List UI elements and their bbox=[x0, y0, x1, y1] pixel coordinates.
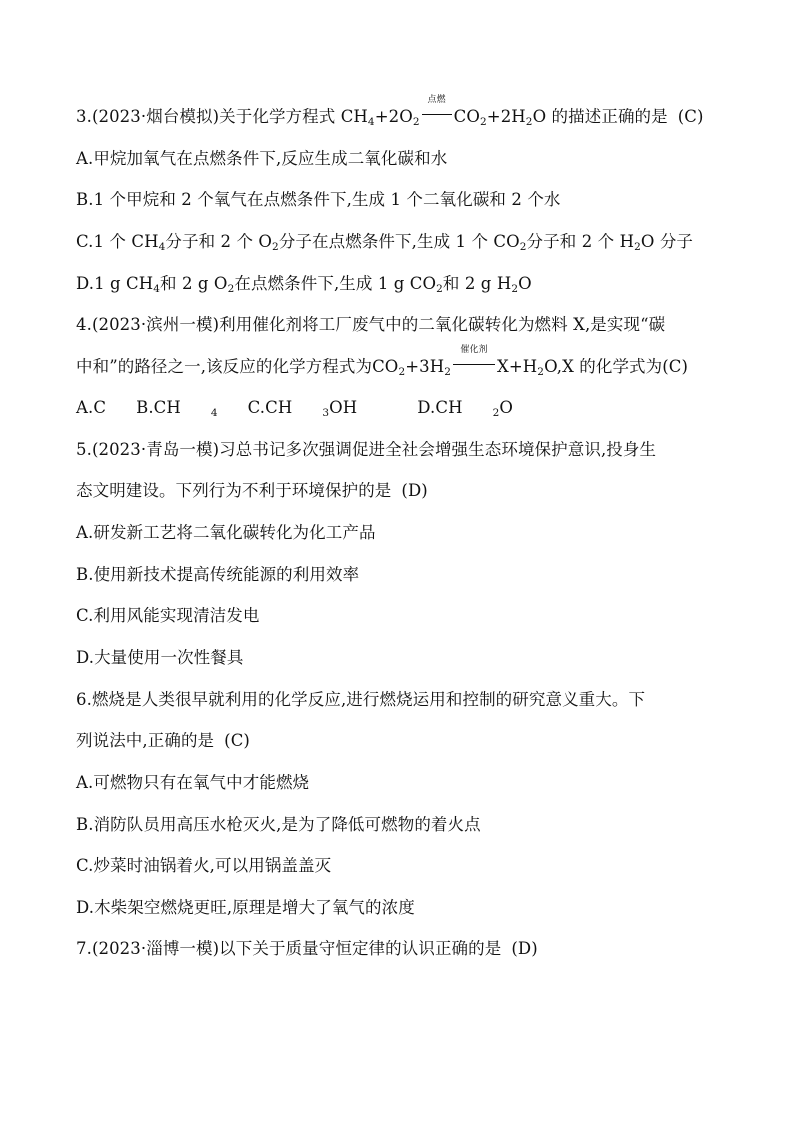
reaction-condition-arrow bbox=[451, 345, 497, 371]
q3-option-c bbox=[76, 231, 734, 253]
q6-stem-line-2 bbox=[76, 730, 734, 752]
subscript: 2 bbox=[412, 116, 420, 128]
subscript: 2 bbox=[634, 241, 641, 253]
q4-option-c bbox=[248, 397, 388, 419]
option-text: 和 2 g O bbox=[160, 274, 228, 293]
subscript: 4 bbox=[210, 407, 218, 419]
subscript: 2 bbox=[511, 283, 519, 295]
subscript: 2 bbox=[272, 241, 279, 253]
q4-stem-line-2 bbox=[76, 345, 734, 378]
subscript: 2 bbox=[492, 407, 500, 419]
q4-text: +3H bbox=[405, 357, 445, 376]
q7-text: 7.(2023·淄博一模)以下关于质量守恒定律的认识正确的是 bbox=[76, 939, 502, 958]
q4-text: 中和”的路径之一,该反应的化学方程式为CO bbox=[76, 357, 399, 376]
q5-stem-line-1: 5.(2023·青岛一模)习总书记多次强调促进全社会增强生态环境保护意识,投身生 bbox=[76, 440, 657, 459]
q3-text: +2O bbox=[374, 107, 413, 126]
q4-option-a: A.C bbox=[76, 398, 107, 417]
subscript: 4 bbox=[153, 283, 161, 295]
q3-text: CO bbox=[453, 107, 480, 126]
subscript: 2 bbox=[444, 366, 452, 378]
q5-stem-line-2 bbox=[76, 480, 734, 502]
reaction-bar bbox=[422, 114, 452, 115]
option-text: 分子和 2 个 O bbox=[165, 232, 273, 251]
q4-option-b bbox=[136, 397, 218, 419]
q4-answer: (C) bbox=[662, 357, 689, 376]
q4-options bbox=[76, 397, 734, 419]
option-text: 分子在点燃条件下,生成 1 个 CO bbox=[278, 232, 520, 251]
q5-option-a: A.研发新工艺将二氧化碳转化为化工产品 bbox=[76, 523, 376, 542]
option-text: B.CH bbox=[136, 398, 181, 417]
q4-text: X+H bbox=[497, 357, 538, 376]
option-text: D.1 g CH bbox=[76, 274, 154, 293]
option-text: O bbox=[518, 274, 532, 293]
subscript: 2 bbox=[227, 283, 235, 295]
reaction-condition: 点燃 bbox=[427, 95, 446, 105]
reaction-condition: 催化剂 bbox=[460, 345, 488, 355]
subscript: 2 bbox=[480, 116, 487, 128]
q6-option-a: A.可燃物只有在氧气中才能燃烧 bbox=[76, 773, 310, 792]
q3-text: 3.(2023·烟台模拟)关于化学方程式 CH bbox=[76, 107, 368, 126]
option-text: 和 2 g H bbox=[442, 274, 512, 293]
q6-text: 列说法中,正确的是 bbox=[76, 731, 215, 750]
option-text: O 分子 bbox=[640, 232, 694, 251]
q6-stem-line-1: 6.燃烧是人类很早就利用的化学反应,进行燃烧运用和控制的研究意义重大。下 bbox=[76, 690, 646, 709]
q7-stem bbox=[76, 938, 734, 960]
q7-answer: (D) bbox=[511, 939, 538, 958]
option-text: OH bbox=[329, 398, 358, 417]
subscript: 4 bbox=[367, 116, 375, 128]
subscript: 2 bbox=[436, 283, 443, 295]
subscript: 2 bbox=[398, 366, 406, 378]
reaction-condition-arrow bbox=[420, 95, 454, 121]
q3-answer: (C) bbox=[677, 107, 704, 126]
option-text: 分子和 2 个 H bbox=[526, 232, 635, 251]
q6-option-c: C.炒菜时油锅着火,可以用锅盖盖灭 bbox=[76, 856, 332, 875]
option-text: 在点燃条件下,生成 1 g CO bbox=[234, 274, 437, 293]
q6-answer: (C) bbox=[224, 731, 250, 750]
subscript: 2 bbox=[519, 241, 527, 253]
q3-text: O 的描述正确的是 bbox=[532, 107, 668, 126]
subscript: 4 bbox=[158, 241, 166, 253]
q4-stem-line-1: 4.(2023·滨州一模)利用催化剂将工厂废气中的二氧化碳转化为燃料 X,是实现“碳 bbox=[76, 315, 666, 334]
q3-text: +2H bbox=[486, 107, 526, 126]
q5-option-d: D.大量使用一次性餐具 bbox=[76, 648, 244, 667]
subscript: 3 bbox=[322, 407, 330, 419]
q4-option-d bbox=[417, 397, 543, 419]
q4-text: O,X 的化学式为 bbox=[544, 357, 663, 376]
q6-option-b: B.消防队员用高压水枪灭火,是为了降低可燃物的着火点 bbox=[76, 815, 481, 834]
option-text: C.CH bbox=[247, 398, 293, 417]
q3-option-a: A.甲烷加氧气在点燃条件下,反应生成二氧化碳和水 bbox=[76, 149, 448, 168]
option-text: C.1 个 CH bbox=[76, 232, 159, 251]
q5-answer: (D) bbox=[401, 481, 428, 500]
subscript: 2 bbox=[537, 366, 545, 378]
option-text: O bbox=[499, 398, 514, 417]
q5-option-b: B.使用新技术提高传统能源的利用效率 bbox=[76, 565, 360, 584]
q5-text: 态文明建设。下列行为不利于环境保护的是 bbox=[76, 481, 392, 500]
q5-option-c: C.利用风能实现清洁发电 bbox=[76, 606, 260, 625]
option-text: D.CH bbox=[417, 398, 463, 417]
q6-option-d: D.木柴架空燃烧更旺,原理是增大了氧气的浓度 bbox=[76, 898, 415, 917]
q3-option-d bbox=[76, 273, 734, 295]
q3-option-b: B.1 个甲烷和 2 个氧气在点燃条件下,生成 1 个二氧化碳和 2 个水 bbox=[76, 190, 561, 209]
subscript: 2 bbox=[525, 116, 533, 128]
q3-stem bbox=[76, 95, 734, 128]
reaction-bar bbox=[453, 364, 495, 365]
